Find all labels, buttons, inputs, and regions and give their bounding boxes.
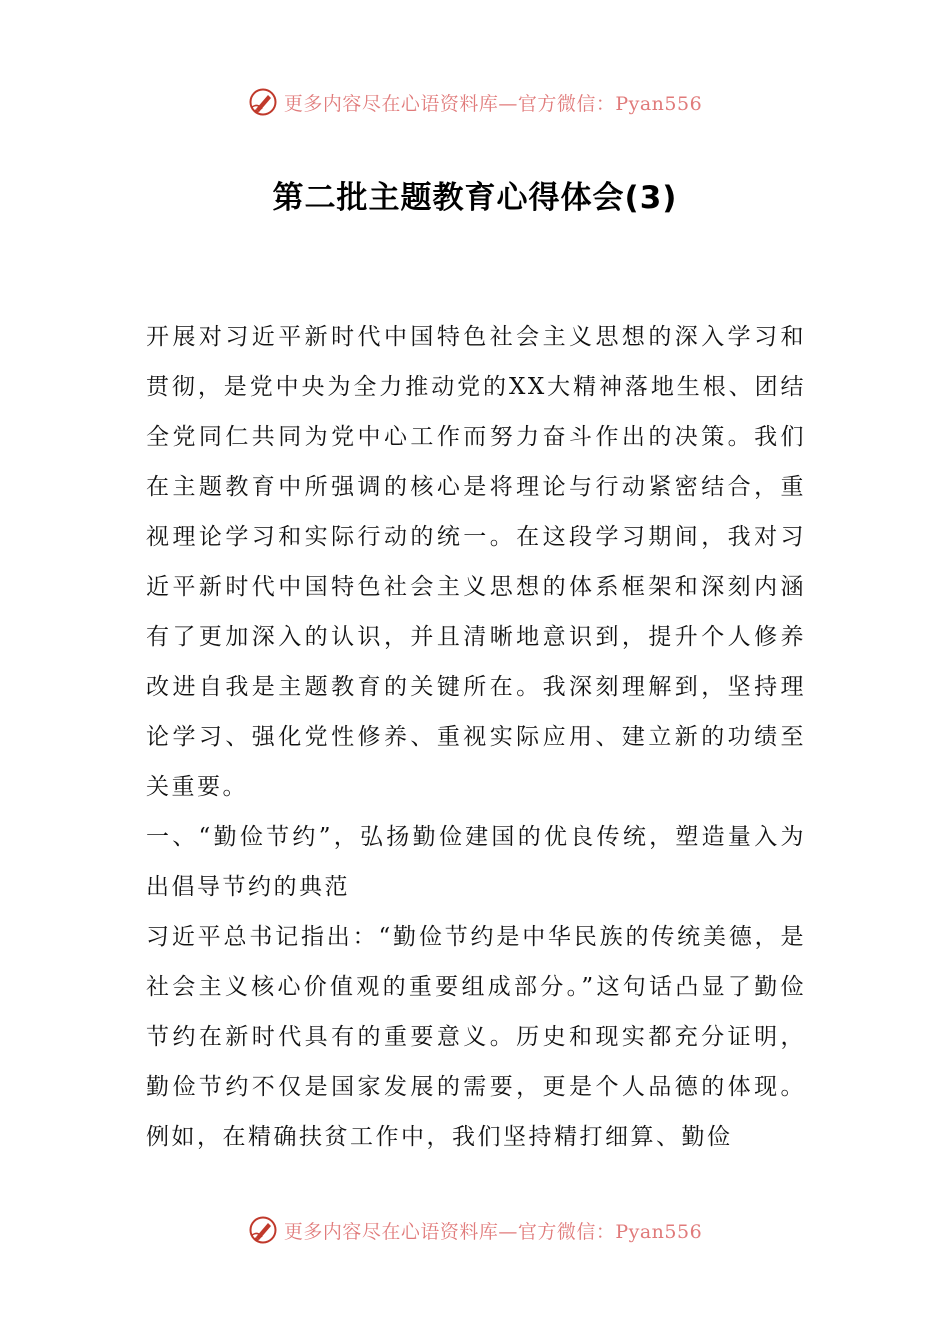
footer-banner — [0, 1210, 950, 1250]
pen-logo-icon — [248, 87, 278, 117]
paragraph-section-1: 习近平总书记指出：“勤俭节约是中华民族的传统美德，是社会主义核心价值观的重要组成部分。”这句话凸显了勤俭节约在新时代具有的重要意义。历史和现实都充分证明，勤俭节约不仅是国家发展的需要，更是个人品德的体现。例如，在精确扶贫工作中，我们坚持精打细算、勤俭 — [146, 924, 806, 1150]
header-banner-text: 更多内容尽在心语资料库—官方微信：Pyan556 — [283, 92, 703, 115]
section-heading: 一、“勤俭节约”，弘扬勤俭建国的优良传统，塑造量入为出倡导节约的典范 — [146, 824, 806, 900]
header-banner — [0, 82, 950, 122]
pen-logo-icon — [248, 1215, 278, 1245]
paragraph-intro: 开展对习近平新时代中国特色社会主义思想的深入学习和贯彻，是党中央为全力推动党的XX大精神落地生根、团结全党同仁共同为党中心工作而努力奋斗作出的决策。我们在主题教育中所强调的核心是将理论与行动紧密结合，重视理论学习和实际行动的统一。在这段学习期间，我对习近平新时代中国特色社会主义思想的体系框架和深刻内涵有了更加深入的认识，并且清晰地意识到，提升个人修养改进自我是主题教育的关键所在。我深刻理解到，坚持理论学习、强化党性修养、重视实际应用、建立新的功绩至关重要。 — [146, 324, 806, 800]
page-title: 第二批主题教育心得体会(3) — [272, 180, 678, 216]
document-body — [146, 312, 806, 1162]
footer-banner-text: 更多内容尽在心语资料库—官方微信：Pyan556 — [283, 1220, 703, 1243]
